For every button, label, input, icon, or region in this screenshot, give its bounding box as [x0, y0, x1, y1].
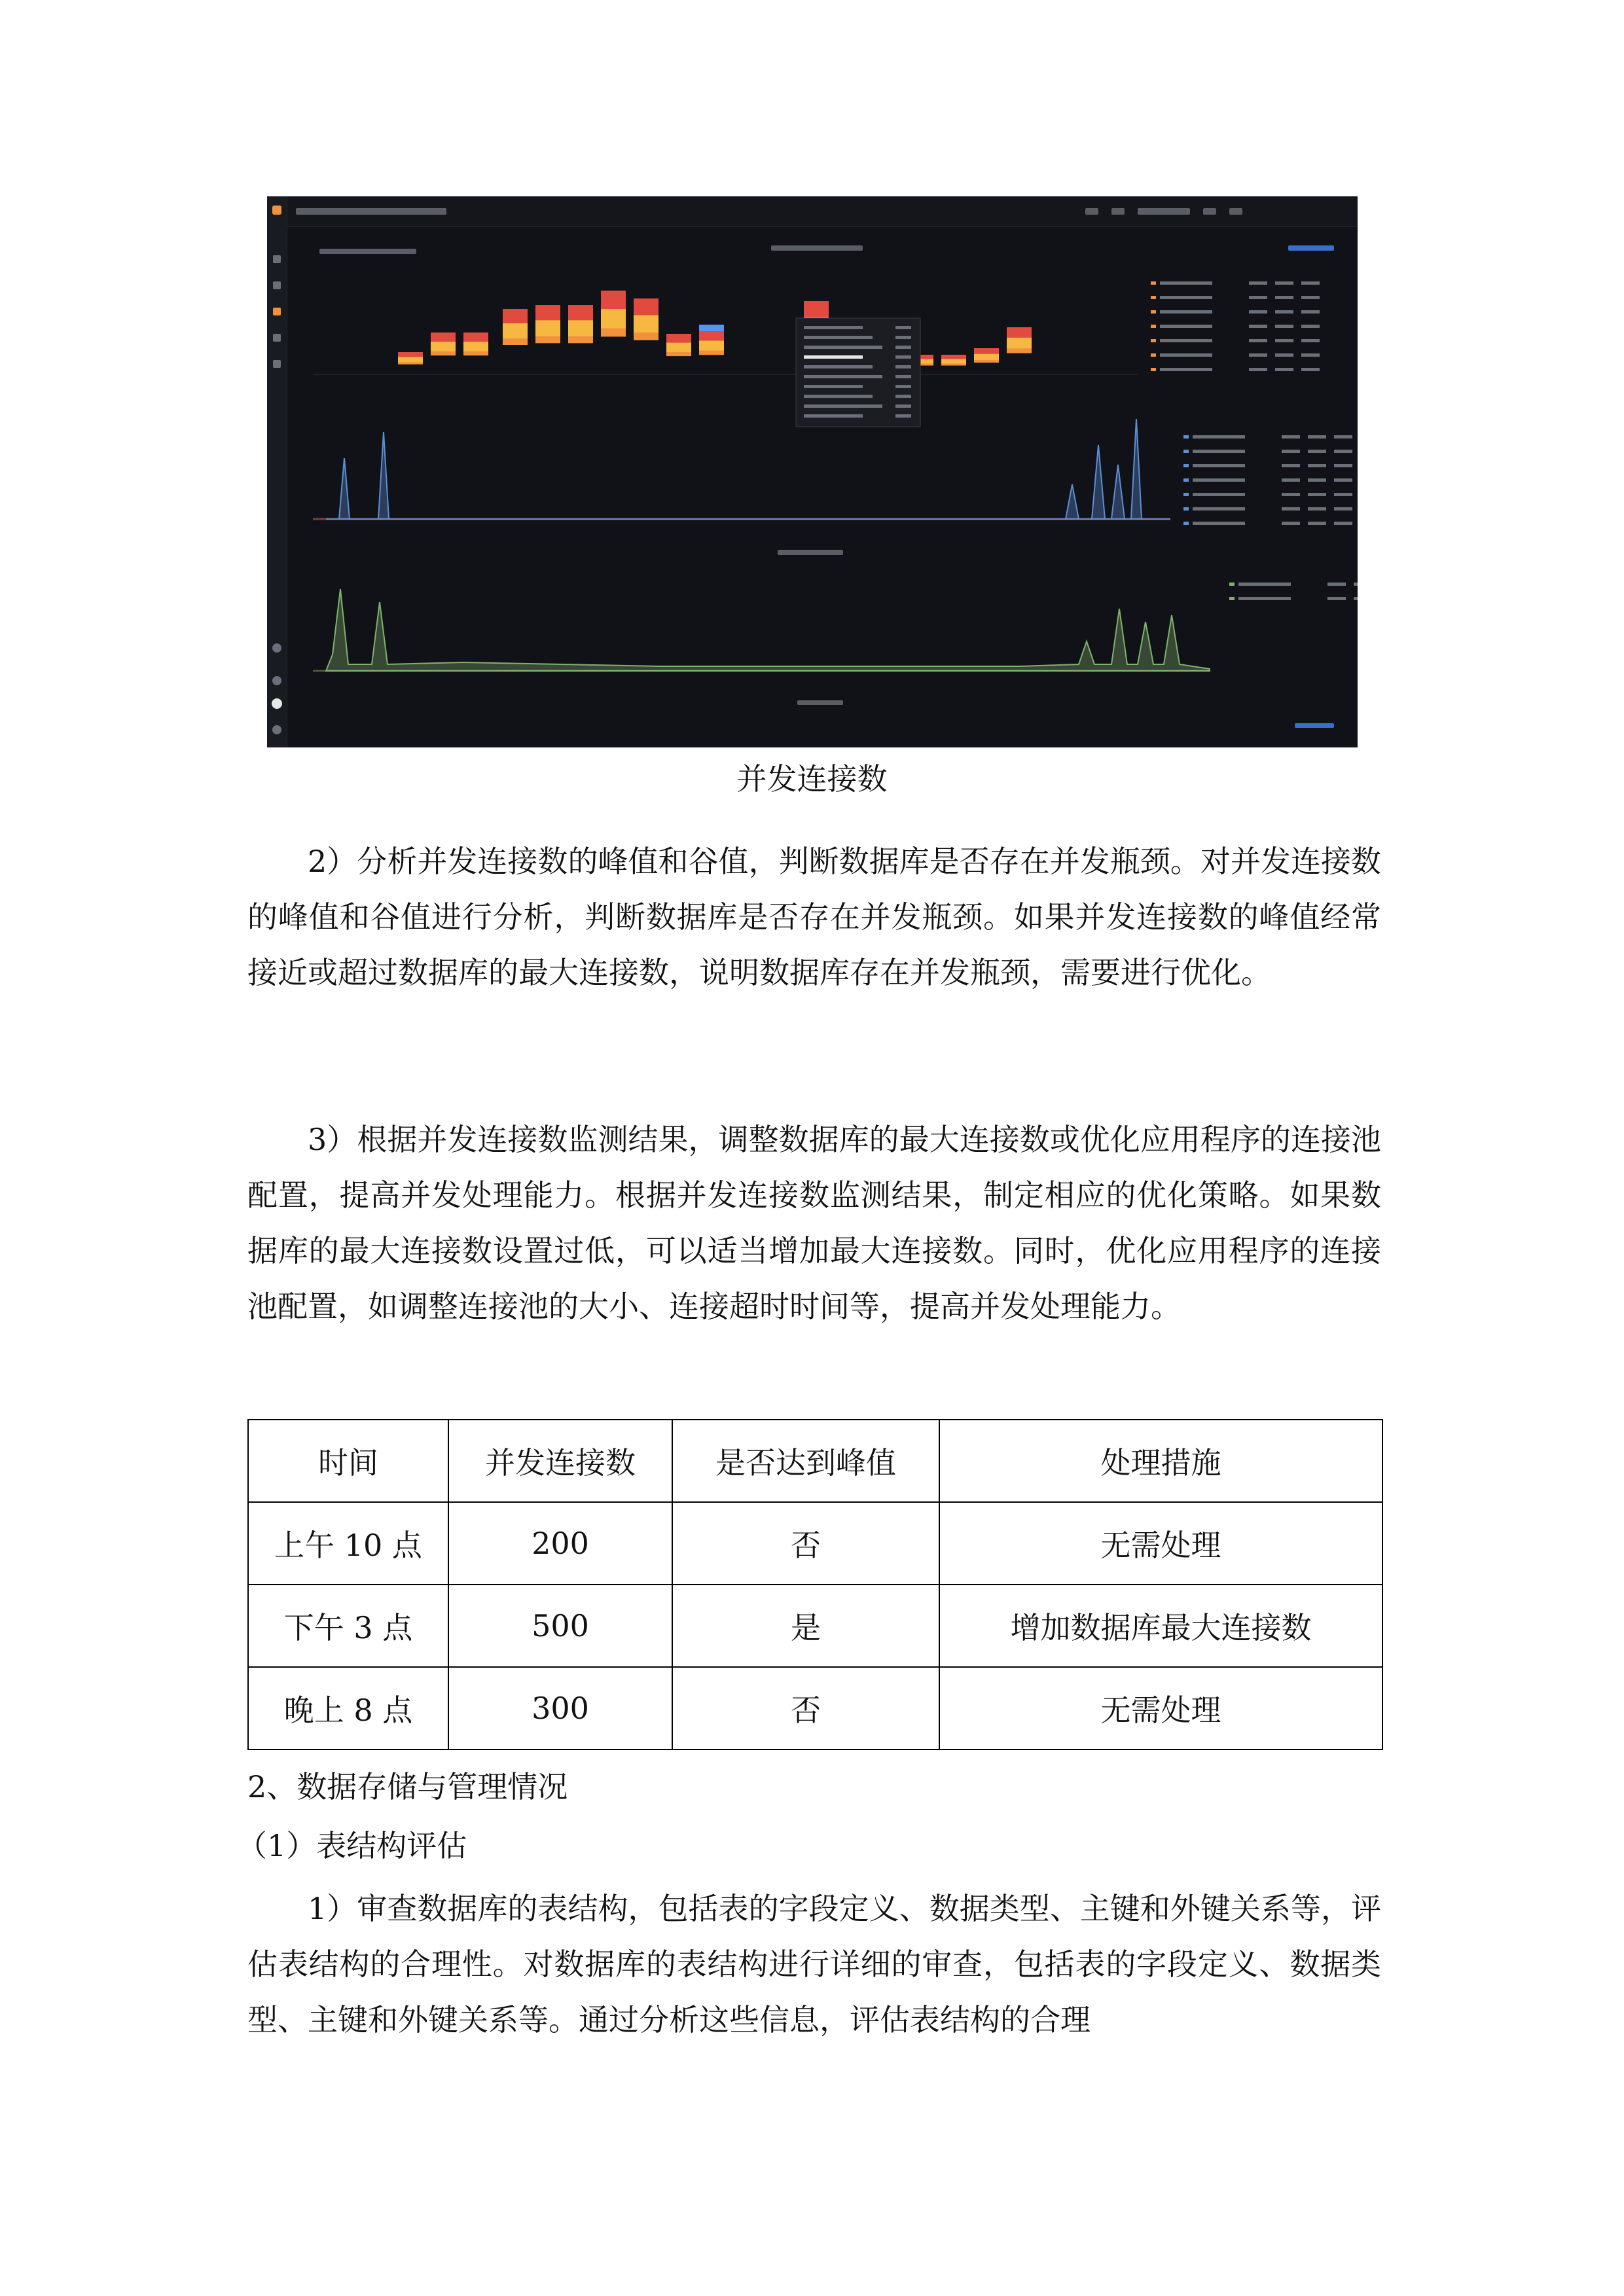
bar-segment [974, 348, 999, 354]
panel-2-series [326, 419, 1170, 519]
tooltip-row [804, 375, 882, 378]
cell-peak: 否 [672, 1667, 939, 1749]
legend-value [1275, 281, 1293, 285]
legend-swatch [1151, 325, 1156, 328]
legend-label [1193, 493, 1245, 496]
bar-segment [398, 352, 423, 357]
figure-caption: 并发连接数 [736, 761, 888, 797]
bar-segment [634, 298, 659, 315]
bar-segment [398, 357, 423, 363]
sidebar-icon [272, 725, 281, 734]
legend-swatch [1151, 281, 1156, 285]
legend-value [1354, 597, 1358, 600]
bar-segment [699, 340, 724, 351]
panel-line-chart-green [313, 550, 1358, 728]
bar-segment [568, 319, 593, 336]
panel-3-title [778, 550, 843, 555]
bar-segment [601, 308, 626, 329]
tooltip-row [804, 355, 863, 359]
tooltip [796, 318, 920, 427]
tooltip-row [804, 404, 882, 408]
legend-swatch [1229, 583, 1235, 586]
legend-value [1275, 310, 1293, 314]
header-action: 处理措施 [939, 1420, 1382, 1502]
legend-swatch [1151, 296, 1156, 299]
legend-label [1193, 450, 1245, 453]
sidebar-icon [273, 281, 281, 289]
legend-label [1193, 464, 1245, 467]
legend-value [1282, 522, 1300, 525]
bar-segment [941, 359, 966, 364]
legend-swatch [1229, 597, 1235, 600]
bar-segment [634, 314, 659, 332]
dashboard-screenshot [267, 196, 1358, 747]
subsection-heading: （1）表结构评估 [237, 1828, 467, 1863]
legend-value [1275, 353, 1293, 357]
legend-swatch [1183, 478, 1189, 482]
header-time: 时间 [248, 1420, 448, 1502]
legend-swatch [1151, 339, 1156, 342]
legend-label [1160, 368, 1212, 371]
legend-label [1160, 339, 1212, 342]
legend-value [1327, 597, 1346, 600]
legend-swatch [1151, 353, 1156, 357]
cell-time: 下午 3 点 [248, 1585, 448, 1667]
legend-value [1334, 507, 1352, 511]
table-header-row [248, 1420, 1382, 1502]
legend-value [1275, 339, 1293, 342]
legend-value [1275, 325, 1293, 328]
panel-1-title [771, 245, 863, 251]
legend-value [1249, 310, 1267, 314]
legend-swatch [1183, 493, 1189, 496]
dashboard-graphics [267, 196, 1358, 747]
bar-segment [463, 332, 488, 342]
legend-value [1282, 450, 1300, 453]
bar-segment [503, 322, 528, 338]
cell-action: 增加数据库最大连接数 [939, 1585, 1382, 1667]
legend-value [1301, 339, 1320, 342]
bar-segment [568, 305, 593, 320]
legend-label [1160, 325, 1212, 328]
cell-action: 无需处理 [939, 1502, 1382, 1585]
time-picker [1138, 208, 1190, 215]
bar-segment [666, 342, 691, 352]
legend-value [1308, 435, 1326, 439]
topbar-button [1111, 208, 1125, 215]
legend-value [1275, 296, 1293, 299]
table-row [248, 1585, 1382, 1667]
legend-value [1249, 368, 1267, 371]
legend-value [1301, 368, 1320, 371]
legend-label [1160, 281, 1212, 285]
paragraph-section2: 1）审查数据库的表结构，包括表的字段定义、数据类型、主键和外键关系等，评估表结构的合理性。对数据库的表结构进行详细的审查，包括表的字段定义、数据类型、主键和外键关系等。通过分析这些信息，评估表结构的合理 [247, 1891, 1381, 2037]
legend-value [1249, 296, 1267, 299]
legend-value [1249, 339, 1267, 342]
tooltip-value [895, 375, 911, 378]
legend-swatch [1183, 507, 1189, 511]
legend-label [1160, 353, 1212, 357]
tooltip-row [804, 414, 863, 418]
panel-3-link [1295, 723, 1334, 728]
legend-value [1282, 493, 1300, 496]
panel-1-legend [1151, 281, 1320, 371]
dashboard-title-bar [296, 208, 446, 215]
tooltip-value [895, 326, 911, 329]
legend-value [1301, 325, 1320, 328]
section-heading: 2、数据存储与管理情况 [247, 1769, 568, 1804]
panel-1-title-bar [319, 249, 416, 254]
header-peak: 是否达到峰值 [672, 1420, 939, 1502]
legend-value [1301, 310, 1320, 314]
legend-value [1301, 296, 1320, 299]
sidebar-icon [272, 676, 281, 685]
legend-label [1160, 310, 1212, 314]
legend-label [1238, 583, 1291, 586]
cell-time: 上午 10 点 [248, 1502, 448, 1585]
bar-segment [699, 325, 724, 331]
legend-value [1249, 281, 1267, 285]
legend-label [1193, 435, 1245, 439]
avatar [272, 698, 282, 709]
legend-swatch [1151, 310, 1156, 314]
sidebar-icon [273, 334, 281, 342]
tooltip-value [895, 395, 911, 398]
legend-swatch [1151, 368, 1156, 371]
cell-peak: 是 [672, 1585, 939, 1667]
legend-value [1308, 450, 1326, 453]
bar-segment [431, 341, 456, 351]
legend-value [1327, 583, 1346, 586]
cell-connections: 200 [448, 1502, 672, 1585]
sidebar-icon [272, 643, 281, 653]
legend-value [1249, 353, 1267, 357]
legend-value [1334, 493, 1352, 496]
tooltip-row [804, 346, 882, 349]
tooltip-value [895, 414, 911, 418]
bar-segment [463, 341, 488, 351]
cell-connections: 300 [448, 1667, 672, 1749]
sidebar-icon [273, 360, 281, 368]
panel-bar-chart [313, 245, 1334, 427]
legend-label [1160, 296, 1212, 299]
legend-swatch [1183, 464, 1189, 467]
panel-line-chart-blue [313, 419, 1352, 525]
bar-segment [1007, 336, 1032, 348]
bar-series [398, 291, 1032, 366]
legend-value [1354, 583, 1358, 586]
tooltip-value [895, 365, 911, 368]
grafana-logo-icon [272, 206, 281, 215]
table-row [248, 1667, 1382, 1749]
bar-segment [974, 353, 999, 360]
legend-value [1334, 522, 1352, 525]
sidebar-icon [273, 255, 281, 263]
connection-table [247, 1419, 1383, 1750]
legend-value [1282, 478, 1300, 482]
panel-2-legend [1183, 435, 1352, 525]
legend-value [1275, 368, 1293, 371]
legend-value [1308, 507, 1326, 511]
legend-label [1238, 597, 1291, 600]
bar-segment [804, 301, 829, 317]
paragraph-3: 3）根据并发连接数监测结果，调整数据库的最大连接数或优化应用程序的连接池配置，提高并发处理能力。根据并发连接数监测结果，制定相应的优化策略。如果数据库的最大连接数设置过低，可以适当增加最大连接数。同时，优化应用程序的连接池配置，如调整连接池的大小、连接超时时间等，提高并发处理能力。 [247, 1122, 1381, 1324]
sidebar-icon [273, 308, 281, 315]
legend-value [1308, 522, 1326, 525]
legend-label [1193, 522, 1245, 525]
bar-segment [941, 355, 966, 359]
tooltip-value [895, 385, 911, 388]
topbar-button [1085, 208, 1098, 215]
legend-value [1249, 325, 1267, 328]
bar-segment [601, 291, 626, 309]
legend-swatch [1183, 435, 1189, 439]
bar-segment [666, 334, 691, 343]
legend-value [1334, 464, 1352, 467]
refresh-button [1229, 208, 1242, 215]
tooltip-row [804, 326, 863, 329]
legend-value [1301, 281, 1320, 285]
legend-label [1193, 478, 1245, 482]
tooltip-row [804, 385, 863, 388]
cell-connections: 500 [448, 1585, 672, 1667]
panel-3-axis-label [797, 700, 843, 705]
bar-segment [535, 305, 560, 320]
cell-action: 无需处理 [939, 1667, 1382, 1749]
legend-swatch [1183, 450, 1189, 453]
bar-segment [503, 309, 528, 323]
zoom-button [1203, 208, 1216, 215]
bar-segment [699, 331, 724, 341]
tooltip-row [804, 336, 873, 339]
legend-value [1334, 450, 1352, 453]
panel-3-legend [1229, 583, 1358, 600]
panel-1-link [1288, 245, 1334, 251]
panel-3-series [326, 589, 1210, 671]
legend-value [1308, 478, 1326, 482]
legend-value [1282, 507, 1300, 511]
legend-value [1282, 435, 1300, 439]
legend-label [1193, 507, 1245, 511]
cell-time: 晚上 8 点 [248, 1667, 448, 1749]
tooltip-value [895, 336, 911, 339]
paragraph-2: 2）分析并发连接数的峰值和谷值，判断数据库是否存在并发瓶颈。对并发连接数的峰值和谷值进行分析，判断数据库是否存在并发瓶颈。如果并发连接数的峰值经常接近或超过数据库的最大连接数，说明数据库存在并发瓶颈，需要进行优化。 [247, 844, 1381, 990]
table-row [248, 1502, 1382, 1585]
bar-segment [431, 332, 456, 342]
legend-value [1334, 435, 1352, 439]
legend-value [1282, 464, 1300, 467]
tooltip-value [895, 346, 911, 349]
legend-value [1308, 493, 1326, 496]
tooltip-value [895, 404, 911, 408]
legend-value [1334, 478, 1352, 482]
header-connections: 并发连接数 [448, 1420, 672, 1502]
legend-value [1301, 353, 1320, 357]
tooltip-row [804, 365, 873, 368]
tooltip-row [804, 395, 873, 398]
tooltip-value [895, 355, 911, 359]
cell-peak: 否 [672, 1502, 939, 1585]
bar-segment [1007, 327, 1032, 338]
bar-segment [535, 319, 560, 336]
legend-value [1308, 464, 1326, 467]
legend-swatch [1183, 522, 1189, 525]
